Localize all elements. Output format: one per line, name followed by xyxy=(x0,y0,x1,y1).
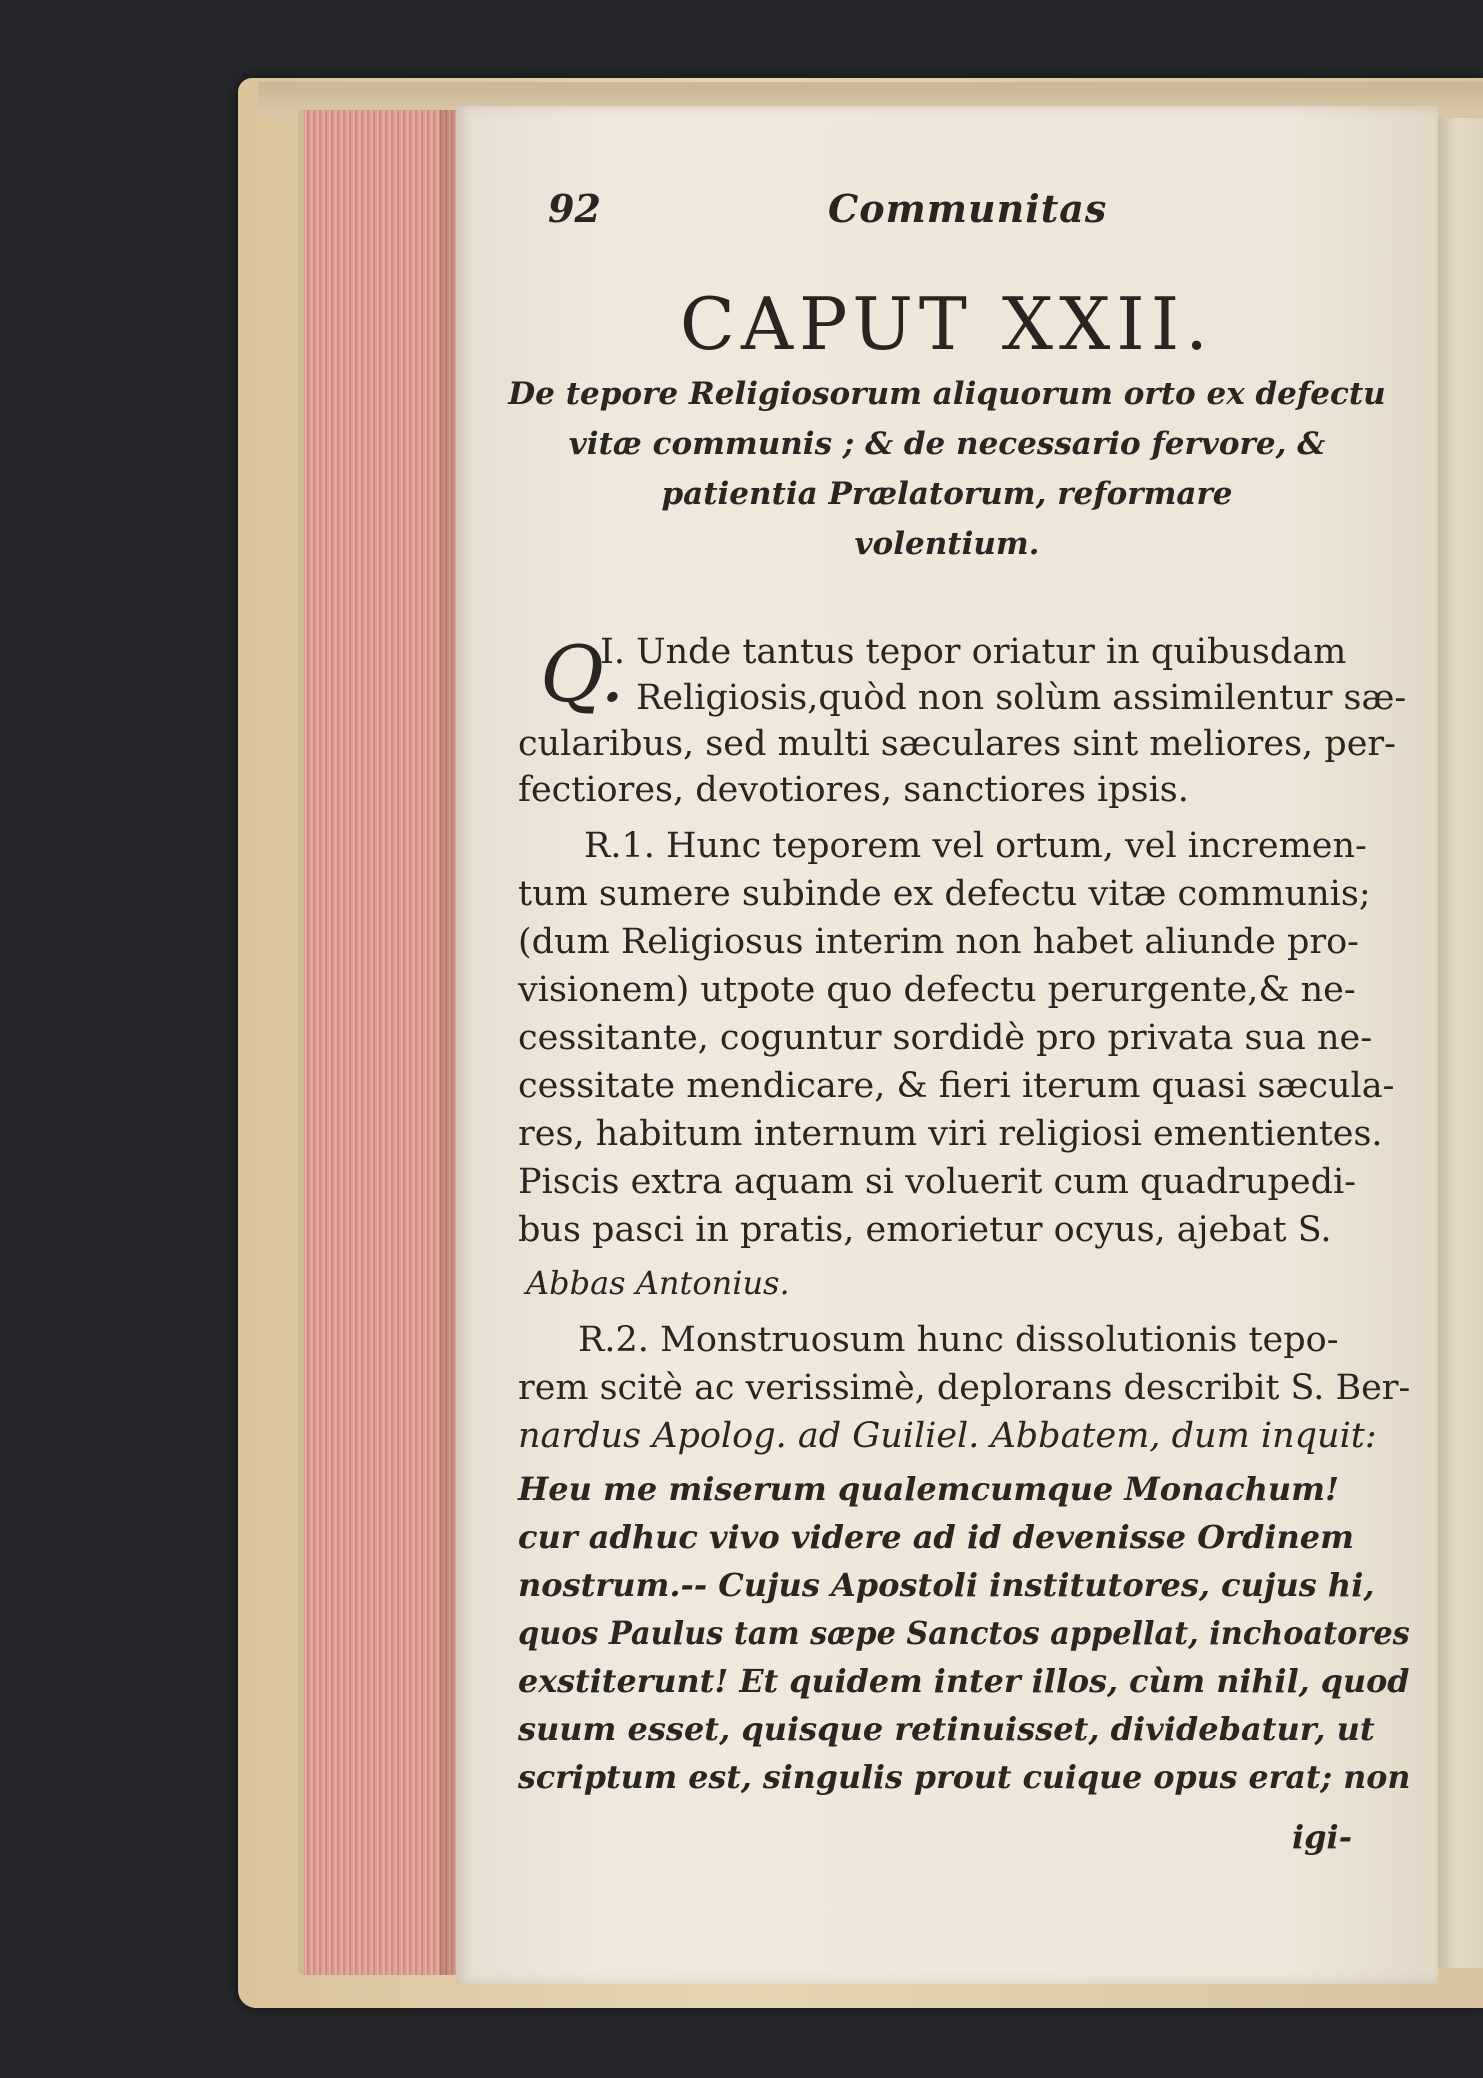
question-line: fectiores, devotiores, sanctiores ipsis. xyxy=(518,770,1189,810)
catchword: igi- xyxy=(1292,1818,1352,1856)
quotation-line: quos Paulus tam sæpe Sanctos appellat, inchoatores xyxy=(518,1614,1410,1652)
question-line: I. Unde tantus tepor oriatur in quibusdam xyxy=(600,632,1347,672)
quotation-line: suum esset, quisque retinuisset, dividebatur, ut xyxy=(518,1710,1375,1748)
response-line: res, habitum internum viri religiosi ementientes. xyxy=(518,1114,1383,1154)
response-line: Piscis extra aquam si voluerit cum quadrupedi- xyxy=(518,1162,1357,1202)
question-line: cularibus, sed multi sæculares sint meliores, per- xyxy=(518,724,1396,764)
response-line: R.2. Monstruosum hunc dissolutionis tepo- xyxy=(578,1320,1339,1360)
response-line: Abbas Antonius. xyxy=(526,1264,790,1302)
response-line: tum sumere subinde ex defectu vitæ communis; xyxy=(518,874,1371,914)
quotation-line: nostrum.-- Cujus Apostoli institutores, cujus hi, xyxy=(518,1566,1375,1604)
response-line: rem scitè ac verissimè, deplorans describit S. Ber- xyxy=(518,1368,1411,1408)
question-line: Religiosis,quòd non solùm assimilentur sæ- xyxy=(636,678,1407,718)
chapter-title: CAPUT XXII. xyxy=(679,282,1215,366)
page-number: 92 xyxy=(548,186,601,231)
quotation-line: cur adhuc vivo videre ad id devenisse Ordinem xyxy=(518,1518,1354,1556)
subtitle-line: De tepore Religiosorum aliquorum orto ex defectu xyxy=(508,376,1386,412)
response-line: cessitante, coguntur sordidè pro privata sua ne- xyxy=(518,1018,1373,1058)
facing-page-edge xyxy=(1438,118,1483,1968)
response-line: R.1. Hunc teporem vel ortum, vel incremen- xyxy=(584,826,1367,866)
subtitle-line: volentium. xyxy=(854,526,1040,562)
quotation-line: Heu me miserum qualemcumque Monachum! xyxy=(518,1470,1340,1508)
running-title: Communitas xyxy=(828,186,1108,231)
subtitle-line: patientia Prælatorum, reformare xyxy=(661,476,1233,512)
response-line: cessitate mendicare, & fieri iterum quasi sæcula- xyxy=(518,1066,1395,1106)
subtitle-line: vitæ communis ; & de necessario fervore, & xyxy=(568,426,1326,462)
response-line: visionem) utpote quo defectu perurgente,& ne- xyxy=(518,970,1356,1010)
running-header xyxy=(548,186,1368,236)
quotation-line: exstiterunt! Et quidem inter illos, cùm nihil, quod xyxy=(518,1662,1410,1700)
response-line: (dum Religiosus interim non habet aliunde pro- xyxy=(518,922,1359,962)
drop-letter-q: Q. xyxy=(540,630,625,720)
response-line: nardus Apolog. ad Guiliel. Abbatem, dum inquit: xyxy=(518,1416,1377,1456)
quotation-line: scriptum est, singulis prout cuique opus erat; non xyxy=(518,1758,1411,1796)
response-line: bus pasci in pratis, emorietur ocyus, ajebat S. xyxy=(518,1210,1332,1250)
